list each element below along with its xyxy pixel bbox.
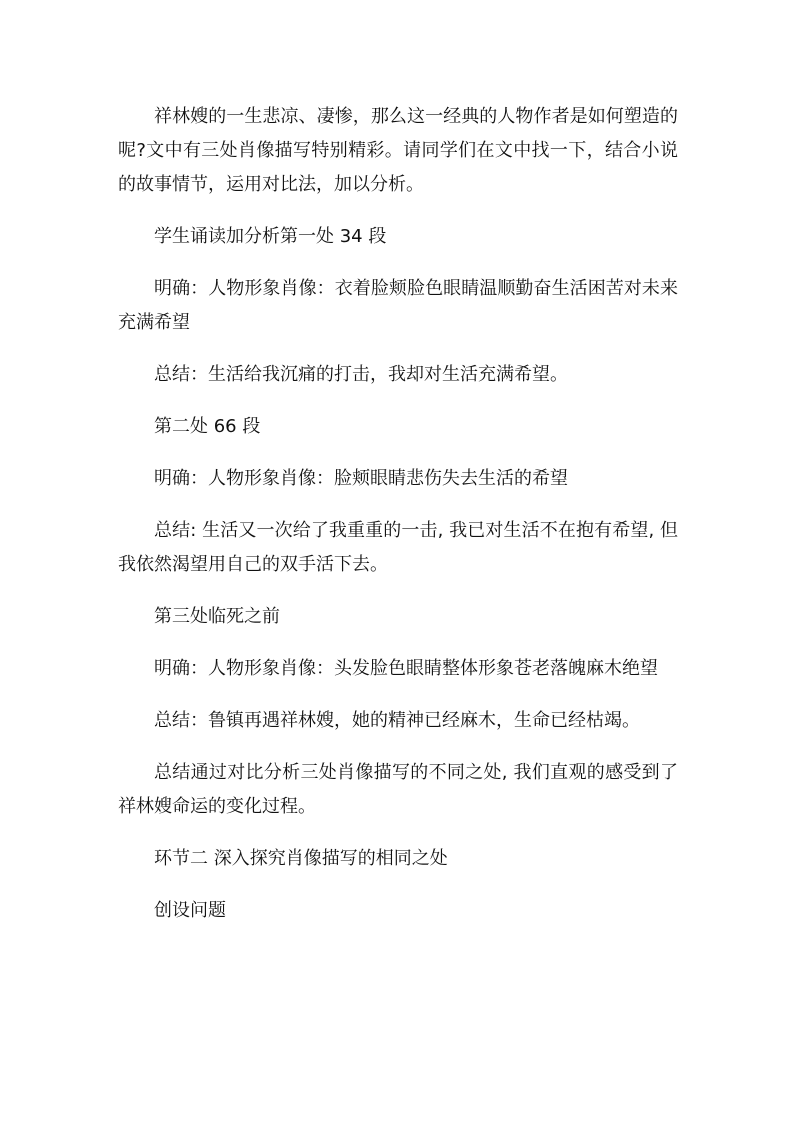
paragraph-third-portrait-heading: 第三处临死之前: [154, 606, 280, 627]
paragraph-first-summary: 总结：生活给我沉痛的打击，我却对生活充满希望。: [154, 364, 568, 385]
paragraph-second-portrait-heading: 第二处 66 段: [154, 416, 261, 437]
paragraph-first-portrait-heading: 学生诵读加分析第一处 34 段: [154, 226, 387, 247]
paragraph-intro: 祥林嫂的一生悲凉、凄惨，那么这一经典的人物作者是如何塑造的呢?文中有三处肖像描写特别精彩。请同学们在文中找一下，结合小说的故事情节，运用对比法，加以分析。: [118, 106, 678, 195]
paragraph-second-clarification: 明确：人物形象肖像：脸颊眼睛悲伤失去生活的希望: [154, 468, 568, 489]
paragraph-create-question: 创设问题: [154, 900, 226, 921]
paragraph-section-two-heading: 环节二 深入探究肖像描写的相同之处: [154, 848, 448, 869]
paragraph-overall-summary: 总结通过对比分析三处肖像描写的不同之处, 我们直观的感受到了祥林嫂命运的变化过程。: [118, 762, 678, 817]
paragraph-first-clarification: 明确：人物形象肖像：衣着脸颊脸色眼睛温顺勤奋生活困苦对未来充满希望: [118, 278, 678, 333]
document-body: [118, 100, 678, 928]
paragraph-third-clarification: 明确：人物形象肖像：头发脸色眼睛整体形象苍老落魄麻木绝望: [154, 658, 658, 679]
paragraph-third-summary: 总结：鲁镇再遇祥林嫂，她的精神已经麻木，生命已经枯竭。: [154, 710, 640, 731]
paragraph-second-summary: 总结: 生活又一次给了我重重的一击, 我已对生活不在抱有希望, 但我依然渴望用自己的双手活下去。: [118, 520, 678, 575]
